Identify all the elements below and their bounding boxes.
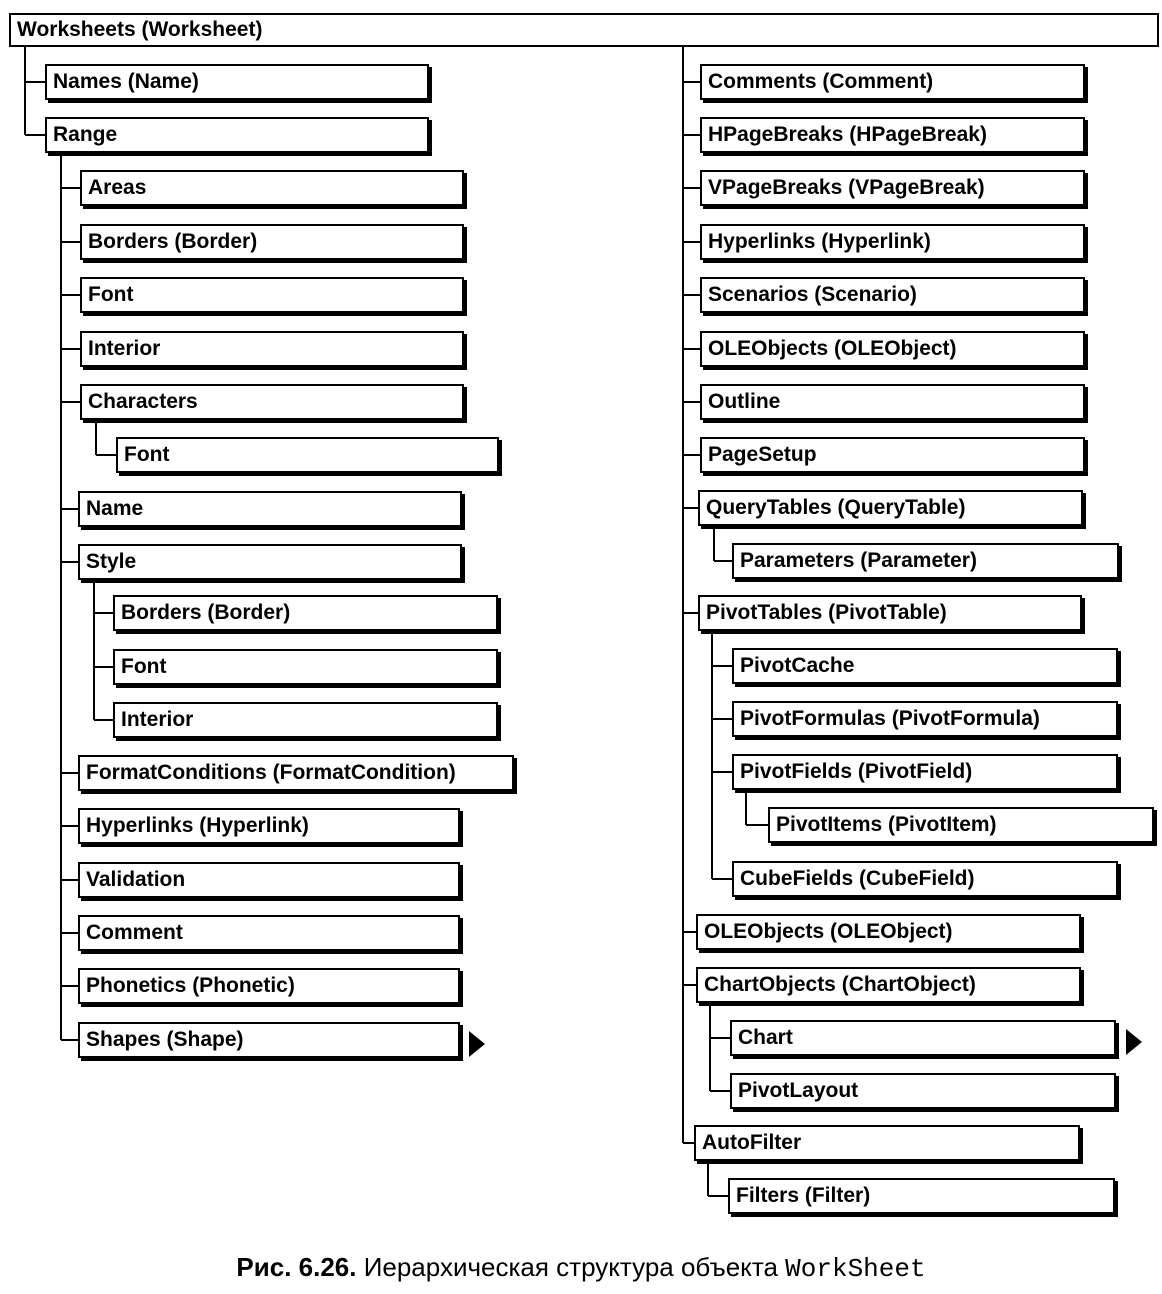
node-style-borders: Borders (Border) — [113, 595, 498, 631]
node-pivotformulas: PivotFormulas (PivotFormula) — [732, 701, 1118, 737]
figure-caption — [0, 1252, 1162, 1284]
node-interior: Interior — [80, 331, 464, 367]
node-characters-font: Font — [116, 437, 499, 473]
node-oleobjects-2: OLEObjects (OLEObject) — [696, 914, 1081, 950]
node-style-interior: Interior — [113, 702, 498, 738]
node-comments: Comments (Comment) — [700, 64, 1085, 100]
node-hpagebreaks: HPageBreaks (HPageBreak) — [700, 117, 1085, 153]
node-style-font: Font — [113, 649, 498, 685]
node-pivotfields: PivotFields (PivotField) — [732, 754, 1118, 790]
node-oleobjects: OLEObjects (OLEObject) — [700, 331, 1085, 367]
node-areas: Areas — [80, 170, 464, 206]
node-hyperlinks: Hyperlinks (Hyperlink) — [78, 808, 460, 844]
node-chartobjects: ChartObjects (ChartObject) — [696, 967, 1081, 1003]
more-arrow-icon — [1126, 1029, 1142, 1055]
caption-label: Рис. 6.26. — [236, 1252, 357, 1282]
node-borders: Borders (Border) — [80, 224, 464, 260]
node-pivottables: PivotTables (PivotTable) — [698, 595, 1082, 631]
node-parameters: Parameters (Parameter) — [732, 543, 1119, 579]
node-validation: Validation — [78, 862, 460, 898]
node-cubefields: CubeFields (CubeField) — [732, 861, 1118, 897]
node-names: Names (Name) — [45, 64, 429, 100]
node-range: Range — [45, 117, 429, 153]
node-pivotcache: PivotCache — [732, 648, 1118, 684]
node-pivotitems: PivotItems (PivotItem) — [768, 807, 1154, 843]
more-arrow-icon — [469, 1031, 485, 1057]
node-format-conditions: FormatConditions (FormatCondition) — [78, 755, 514, 791]
node-worksheets: Worksheets (Worksheet) — [9, 13, 1159, 47]
node-chart: Chart — [730, 1020, 1116, 1056]
node-scenarios: Scenarios (Scenario) — [700, 277, 1085, 313]
node-pivotlayout: PivotLayout — [730, 1073, 1116, 1109]
node-autofilter: AutoFilter — [694, 1125, 1080, 1161]
node-querytables: QueryTables (QueryTable) — [698, 490, 1083, 526]
caption-object: WorkSheet — [785, 1254, 926, 1284]
node-outline: Outline — [700, 384, 1085, 420]
node-comment: Comment — [78, 915, 460, 951]
node-filters: Filters (Filter) — [728, 1178, 1115, 1214]
node-name: Name — [78, 491, 462, 527]
node-pagesetup: PageSetup — [700, 437, 1085, 473]
caption-text: Иерархическая структура объекта — [363, 1252, 778, 1282]
node-hyperlinks-right: Hyperlinks (Hyperlink) — [700, 224, 1085, 260]
node-style: Style — [78, 544, 462, 580]
node-vpagebreaks: VPageBreaks (VPageBreak) — [700, 170, 1085, 206]
node-characters: Characters — [80, 384, 464, 420]
node-shapes: Shapes (Shape) — [78, 1022, 460, 1058]
node-phonetics: Phonetics (Phonetic) — [78, 968, 460, 1004]
node-font: Font — [80, 277, 464, 313]
